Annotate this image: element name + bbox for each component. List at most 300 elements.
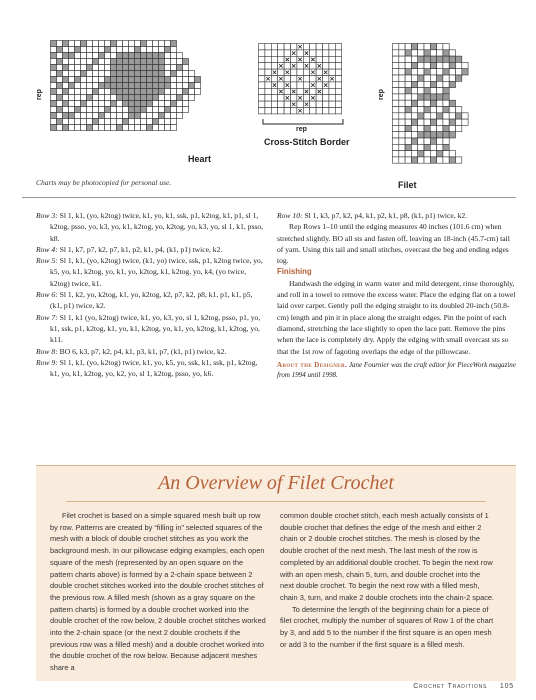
- chart-cell: [87, 89, 93, 95]
- chart-cell: [456, 62, 462, 68]
- chart-cell: [399, 44, 405, 50]
- chart-cell: [153, 101, 159, 107]
- chart-cell: [63, 119, 69, 125]
- chart-cell: [399, 113, 405, 119]
- chart-cell: [399, 62, 405, 68]
- chart-cell: [75, 53, 81, 59]
- chart-cell: [57, 71, 63, 77]
- chart-cell: [123, 101, 129, 107]
- chart-cell: [69, 77, 75, 83]
- chart-cell: [265, 44, 271, 50]
- chart-cell: [278, 82, 284, 88]
- chart-cell: [135, 95, 141, 101]
- chart-cell: [147, 95, 153, 101]
- chart-cell: [183, 101, 189, 107]
- chart-cell: [405, 100, 411, 106]
- chart-cell: [111, 89, 117, 95]
- chart-cell: [63, 41, 69, 47]
- chart-cell: [93, 89, 99, 95]
- chart-cell: [424, 138, 430, 144]
- chart-cell: [418, 81, 424, 87]
- chart-cell: [310, 101, 316, 107]
- chart-cell: [393, 157, 399, 163]
- chart-cell: [51, 89, 57, 95]
- chart-cell: [63, 95, 69, 101]
- chart-cell: [129, 113, 135, 119]
- chart-cell: [303, 76, 309, 82]
- chart-cell: [437, 62, 443, 68]
- chart-cell: [399, 56, 405, 62]
- chart-cell: [278, 95, 284, 101]
- chart-cell: [105, 95, 111, 101]
- chart-cell: [437, 157, 443, 163]
- chart-cell: [335, 95, 341, 101]
- chart-cell: [111, 59, 117, 65]
- chart-cell: [51, 65, 57, 71]
- chart-cell: [329, 63, 335, 69]
- chart-cell: [265, 82, 271, 88]
- chart-cell: [329, 101, 335, 107]
- chart-cell: [153, 83, 159, 89]
- filet-label: Filet: [398, 180, 417, 190]
- chart-cell: [141, 71, 147, 77]
- chart-cell: [189, 71, 195, 77]
- chart-cell: [430, 113, 436, 119]
- chart-cell: [430, 125, 436, 131]
- chart-cell: [405, 94, 411, 100]
- chart-cell: [418, 119, 424, 125]
- chart-cell: [111, 101, 117, 107]
- chart-cell: [310, 108, 316, 114]
- chart-cell: [418, 69, 424, 75]
- chart-cell: [310, 76, 316, 82]
- chart-cell: [393, 144, 399, 150]
- chart-cell: [329, 108, 335, 114]
- chart-cell: [189, 95, 195, 101]
- cross-stitch-chart: [258, 43, 348, 123]
- chart-cell: [81, 89, 87, 95]
- chart-cell: [141, 95, 147, 101]
- filet-rep-label: rep: [378, 89, 385, 100]
- chart-cell: [405, 151, 411, 157]
- chart-cell: [195, 89, 201, 95]
- chart-cell: [153, 47, 159, 53]
- chart-cell: [63, 89, 69, 95]
- chart-cell: [87, 41, 93, 47]
- chart-cell: [87, 101, 93, 107]
- overview-paragraph-2: common double crochet stitch, each mesh actually consists of 1 double crochet that defines the edge of the mesh and either 2 chain or 2 double crochet stitches. The mesh is closed by the double crochet of the next mesh. The last mesh of the row is completed by an additional double crochet. To begin the next row with an open mesh, chain 5, turn, and double crochet into the next double crochet. To begin the next row with a filled mesh, chain 3, turn, and make 2 double crochets into the chain-2 space.: [280, 511, 495, 602]
- chart-cell: [323, 108, 329, 114]
- chart-cell: [316, 44, 322, 50]
- chart-cell: [63, 125, 69, 131]
- chart-cell: [443, 50, 449, 56]
- chart-cell: [159, 83, 165, 89]
- chart-cell: [57, 83, 63, 89]
- row-3: Row 3: Sl 1, k1, (yo, k2tog) twice, k1, yo, k1, ssk, p1, k2tog, k1, p1, sl 1, k2tog, psso, yo, k3, yo, k1, k2tog, yo, k2tog, yo, k3, yo, sl 1, k1, psso, k8.: [36, 211, 264, 243]
- overview-paragraph-1: Filet crochet is based on a simple squared mesh built up row by row. Patterns are created by “filling in” selected squares of the mesh with a block of double crochet stitches as you work the background mesh. In our pillowcase edging examples, each open square of the mesh (represented by an open square on the pattern charts above) is formed by a 2-chain space between 2 double crochet stitches worked into the double crochet stitches of the previous row. A filled mesh (shown as a gray square on the pattern charts) is formed by a double crochet worked into the double crochet of the row below, 2 double crochet stitches worked into the 2-chain space (or the next 2 double crochets if the previous row was a filled mesh) and a double crochet worked into the double crochet of the row below. Because adjacent meshes share a: [50, 511, 266, 673]
- chart-cell: [335, 101, 341, 107]
- chart-cell: [105, 53, 111, 59]
- chart-cell: [271, 95, 277, 101]
- heart-label: Heart: [188, 154, 212, 164]
- chart-cell: [405, 50, 411, 56]
- chart-cell: [63, 71, 69, 77]
- chart-cell: [430, 100, 436, 106]
- chart-cell: [129, 71, 135, 77]
- chart-cell: [147, 89, 153, 95]
- chart-cell: [135, 101, 141, 107]
- chart-cell: [141, 89, 147, 95]
- chart-cell: [177, 101, 183, 107]
- overview-title: An Overview of Filet Crochet: [158, 472, 394, 494]
- left-column: [36, 210, 266, 379]
- chart-cell: [165, 53, 171, 59]
- chart-cell: [63, 77, 69, 83]
- chart-cell: [424, 56, 430, 62]
- chart-cell: [189, 77, 195, 83]
- chart-cell: [87, 65, 93, 71]
- chart-cell: [437, 50, 443, 56]
- chart-cell: [259, 50, 265, 56]
- chart-cell: [165, 71, 171, 77]
- chart-cell: [105, 125, 111, 131]
- chart-cell: [430, 50, 436, 56]
- chart-cell: [291, 76, 297, 82]
- chart-cell: [57, 119, 63, 125]
- heart-rep-label: rep: [36, 89, 43, 100]
- page-footer: [413, 683, 514, 690]
- chart-cell: [411, 81, 417, 87]
- chart-cell: [462, 69, 468, 75]
- chart-cell: [81, 53, 87, 59]
- chart-cell: [271, 50, 277, 56]
- chart-cell: [51, 95, 57, 101]
- chart-cell: [165, 113, 171, 119]
- chart-cell: [165, 95, 171, 101]
- chart-cell: [189, 83, 195, 89]
- chart-cell: [443, 113, 449, 119]
- chart-cell: [456, 113, 462, 119]
- chart-cell: [117, 113, 123, 119]
- row-9: Row 9: Sl 1, k1, (yo, k2tog) twice, k1, yo, k5, yo, ssk, k1, ssk, p1, k2tog, k1, yo, k1, k2tog, yo, k2, yo, sl 1, k2tog, psso, yo, k6.: [36, 357, 258, 379]
- chart-cell: [399, 151, 405, 157]
- chart-cell: [81, 101, 87, 107]
- chart-cell: [99, 47, 105, 53]
- chart-cell: [141, 77, 147, 83]
- chart-cell: [117, 95, 123, 101]
- chart-cell: [437, 75, 443, 81]
- chart-cell: [393, 69, 399, 75]
- chart-cell: [99, 119, 105, 125]
- chart-cell: [411, 107, 417, 113]
- chart-cell: [123, 47, 129, 53]
- chart-cell: [105, 77, 111, 83]
- chart-cell: [424, 75, 430, 81]
- chart-cell: [105, 41, 111, 47]
- chart-cell: [259, 82, 265, 88]
- chart-cell: [171, 59, 177, 65]
- chart-cell: [177, 83, 183, 89]
- chart-cell: [418, 94, 424, 100]
- chart-cell: [393, 138, 399, 144]
- chart-cell: [51, 59, 57, 65]
- chart-cell: [399, 144, 405, 150]
- chart-cell: [153, 65, 159, 71]
- chart-cell: [323, 88, 329, 94]
- chart-cell: [105, 119, 111, 125]
- chart-cell: [418, 113, 424, 119]
- chart-cell: [329, 50, 335, 56]
- chart-cell: [159, 53, 165, 59]
- chart-cell: [418, 44, 424, 50]
- chart-cell: [99, 101, 105, 107]
- chart-cell: [93, 65, 99, 71]
- chart-cell: [335, 82, 341, 88]
- chart-cell: [437, 144, 443, 150]
- chart-cell: [195, 77, 201, 83]
- chart-cell: [153, 113, 159, 119]
- chart-cell: [437, 107, 443, 113]
- chart-cell: [418, 132, 424, 138]
- chart-cell: [418, 50, 424, 56]
- chart-cell: [183, 95, 189, 101]
- chart-cell: [443, 88, 449, 94]
- chart-cell: [117, 119, 123, 125]
- chart-cell: [105, 71, 111, 77]
- chart-cell: [265, 95, 271, 101]
- chart-cell: [424, 44, 430, 50]
- chart-cell: [69, 107, 75, 113]
- chart-cell: [87, 113, 93, 119]
- chart-cell: [99, 59, 105, 65]
- chart-cell: [393, 62, 399, 68]
- chart-cell: [430, 151, 436, 157]
- chart-cell: [449, 125, 455, 131]
- chart-cell: [443, 75, 449, 81]
- chart-cell: [411, 69, 417, 75]
- chart-cell: [123, 77, 129, 83]
- chart-cell: [135, 59, 141, 65]
- chart-cell: [437, 138, 443, 144]
- chart-cell: [418, 75, 424, 81]
- chart-cell: [153, 107, 159, 113]
- chart-cell: [424, 125, 430, 131]
- chart-cell: [105, 89, 111, 95]
- chart-cell: [105, 59, 111, 65]
- chart-cell: [141, 113, 147, 119]
- chart-cell: [430, 69, 436, 75]
- chart-cell: [57, 107, 63, 113]
- chart-cell: [63, 107, 69, 113]
- chart-cell: [63, 65, 69, 71]
- chart-cell: [123, 53, 129, 59]
- chart-cell: [111, 41, 117, 47]
- row-7: Row 7: Sl 1, k1 (yo, k2tog) twice, k1, yo, k3, yo, sl 1, k2tog, psso, p1, yo, k1, ssk, p1, k2tog, k1, yo, k1, k2tog, yo, k1, yo, k2tog, k1, k2tog, yo, k11.: [36, 312, 261, 345]
- chart-cell: [449, 119, 455, 125]
- chart-cell: [51, 41, 57, 47]
- chart-cell: [153, 89, 159, 95]
- chart-cell: [165, 65, 171, 71]
- chart-cell: [278, 44, 284, 50]
- chart-cell: [129, 95, 135, 101]
- chart-cell: [123, 95, 129, 101]
- chart-cell: [159, 107, 165, 113]
- chart-cell: [405, 44, 411, 50]
- chart-cell: [81, 95, 87, 101]
- chart-cell: [271, 44, 277, 50]
- chart-cell: [405, 113, 411, 119]
- chart-cell: [437, 100, 443, 106]
- chart-cell: [177, 89, 183, 95]
- chart-cell: [135, 119, 141, 125]
- chart-cell: [123, 113, 129, 119]
- chart-cell: [411, 44, 417, 50]
- chart-cell: [430, 132, 436, 138]
- chart-cell: [57, 125, 63, 131]
- chart-cell: [117, 59, 123, 65]
- chart-cell: [69, 89, 75, 95]
- chart-cell: [141, 53, 147, 59]
- chart-cell: [147, 47, 153, 53]
- chart-cell: [63, 53, 69, 59]
- chart-cell: [316, 69, 322, 75]
- chart-cell: [443, 125, 449, 131]
- chart-cell: [75, 65, 81, 71]
- chart-cell: [177, 59, 183, 65]
- chart-cell: [99, 41, 105, 47]
- chart-cell: [93, 77, 99, 83]
- chart-cell: [111, 107, 117, 113]
- chart-cell: [437, 125, 443, 131]
- chart-cell: [129, 53, 135, 59]
- chart-cell: [93, 83, 99, 89]
- chart-cell: [51, 113, 57, 119]
- chart-cell: [462, 113, 468, 119]
- chart-cell: [424, 81, 430, 87]
- chart-cell: [81, 59, 87, 65]
- chart-cell: [69, 59, 75, 65]
- chart-cell: [177, 95, 183, 101]
- chart-cell: [284, 63, 290, 69]
- designer-note: About the Designer. Jane Fournier was the craft editor for PieceWork magazine from 1994 until 1998.: [277, 360, 516, 379]
- chart-cell: [111, 113, 117, 119]
- cross-stitch-label: Cross-Stitch Border: [264, 137, 350, 147]
- finishing-heading: Finishing: [277, 267, 312, 277]
- chart-cell: [271, 101, 277, 107]
- chart-cell: [443, 94, 449, 100]
- chart-cell: [111, 47, 117, 53]
- chart-cell: [165, 101, 171, 107]
- chart-cell: [449, 69, 455, 75]
- chart-cell: [449, 151, 455, 157]
- chart-cell: [51, 119, 57, 125]
- chart-cell: [297, 69, 303, 75]
- chart-cell: [81, 125, 87, 131]
- chart-cell: [117, 77, 123, 83]
- chart-cell: [171, 53, 177, 59]
- chart-cell: [183, 71, 189, 77]
- chart-cell: [69, 125, 75, 131]
- chart-cell: [271, 88, 277, 94]
- chart-cell: [437, 151, 443, 157]
- chart-cell: [129, 47, 135, 53]
- chart-cell: [183, 65, 189, 71]
- chart-cell: [297, 88, 303, 94]
- cross-stitch-chart-grid: [258, 43, 348, 123]
- chart-cell: [456, 119, 462, 125]
- chart-cell: [135, 41, 141, 47]
- chart-cell: [51, 83, 57, 89]
- chart-cell: [93, 101, 99, 107]
- chart-cell: [159, 89, 165, 95]
- chart-cell: [456, 75, 462, 81]
- chart-cell: [456, 107, 462, 113]
- chart-cell: [111, 65, 117, 71]
- chart-cell: [393, 50, 399, 56]
- chart-cell: [87, 95, 93, 101]
- chart-cell: [430, 119, 436, 125]
- chart-cell: [284, 76, 290, 82]
- chart-cell: [87, 83, 93, 89]
- chart-cell: [430, 88, 436, 94]
- chart-cell: [271, 56, 277, 62]
- chart-cell: [51, 125, 57, 131]
- chart-cell: [99, 107, 105, 113]
- chart-cell: [165, 83, 171, 89]
- chart-cell: [75, 125, 81, 131]
- chart-cell: [69, 95, 75, 101]
- chart-cell: [449, 62, 455, 68]
- chart-cell: [335, 50, 341, 56]
- chart-cell: [93, 47, 99, 53]
- chart-cell: [57, 89, 63, 95]
- chart-cell: [393, 119, 399, 125]
- chart-cell: [75, 47, 81, 53]
- chart-cell: [405, 125, 411, 131]
- chart-cell: [443, 56, 449, 62]
- chart-cell: [117, 47, 123, 53]
- right-column: [277, 210, 516, 380]
- chart-cell: [405, 75, 411, 81]
- chart-cell: [81, 71, 87, 77]
- chart-cell: [443, 144, 449, 150]
- chart-cell: [430, 44, 436, 50]
- chart-cell: [291, 108, 297, 114]
- chart-cell: [141, 41, 147, 47]
- chart-cell: [159, 113, 165, 119]
- chart-cell: [93, 41, 99, 47]
- chart-cell: [437, 56, 443, 62]
- chart-cell: [437, 44, 443, 50]
- chart-cell: [278, 50, 284, 56]
- chart-cell: [418, 88, 424, 94]
- chart-cell: [424, 113, 430, 119]
- chart-cell: [111, 71, 117, 77]
- chart-cell: [123, 89, 129, 95]
- chart-cell: [393, 132, 399, 138]
- chart-cell: [147, 125, 153, 131]
- chart-cell: [99, 65, 105, 71]
- chart-cell: [424, 94, 430, 100]
- chart-cell: [141, 47, 147, 53]
- chart-cell: [424, 69, 430, 75]
- chart-cell: [393, 75, 399, 81]
- overview-column-1: [50, 510, 266, 674]
- chart-cell: [135, 113, 141, 119]
- chart-cell: [81, 107, 87, 113]
- chart-cell: [265, 50, 271, 56]
- chart-cell: [424, 88, 430, 94]
